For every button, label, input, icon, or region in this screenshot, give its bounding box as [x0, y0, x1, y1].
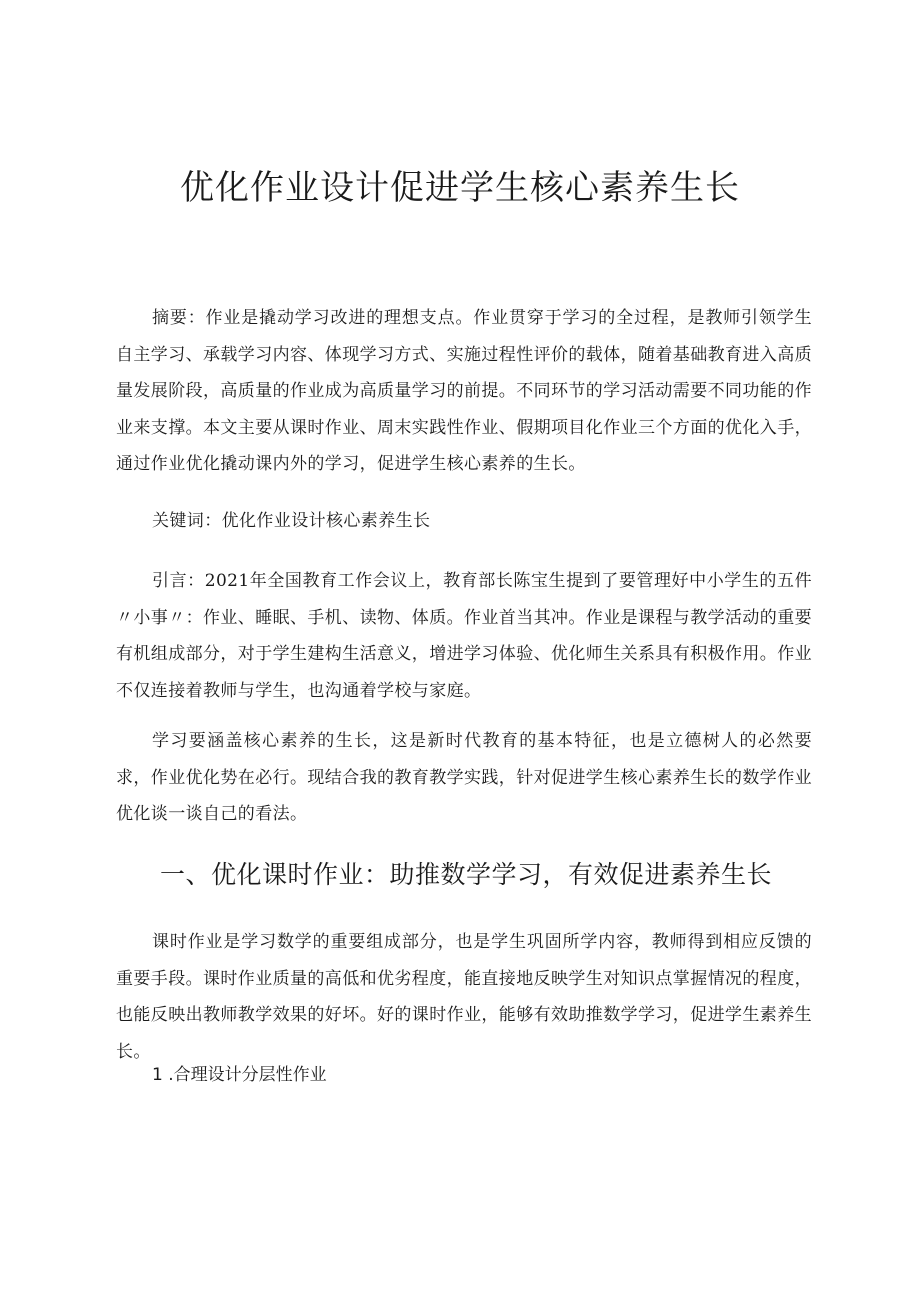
literacy-paragraph: 学习要涵盖核心素养的生长，这是新时代教育的基本特征，也是立德树人的必然要求，作业优化势在必行。现结合我的教育教学实践，针对促进学生核心素养生长的数学作业优化谈一谈自己的看法。 — [116, 731, 812, 824]
section-paragraph: 课时作业是学习数学的重要组成部分，也是学生巩固所学内容，教师得到相应反馈的重要手段。课时作业质量的高低和优劣程度，能直接地反映学生对知识点掌握情况的程度，也能反映出教师教学效果的好坏。好的课时作业，能够有效助推数学学习，促进学生素养生长。 — [116, 932, 812, 1062]
section-heading: 一、优化课时作业：助推数学学习，有效促进素养生长 — [160, 860, 773, 889]
intro-paragraph: 引言：2021年全国教育工作会议上，教育部长陈宝生提到了要管理好中小学生的五件〃小事〃：作业、睡眠、手机、读物、体质。作业首当其冲。作业是课程与教学活动的重要有机组成部分，对于学生建构生活意义，增进学习体验、优化师生关系具有积极作用。作业不仅连接着教师与学生，也沟通着学校与家庭。 — [116, 571, 812, 701]
subsection-heading: 1 .合理设计分层性作业 — [152, 1065, 327, 1085]
document-title: 优化作业设计促进学生核心素养生长 — [180, 168, 740, 208]
abstract-paragraph: 摘要：作业是撬动学习改进的理想支点。作业贯穿于学习的全过程，是教师引领学生自主学习、承载学习内容、体现学习方式、实施过程性评价的载体，随着基础教育进入高质量发展阶段，高质量的作业成为高质量学习的前提。不同环节的学习活动需要不同功能的作业来支撑。本文主要从课时作业、周末实践性作业、假期项目化作业三个方面的优化入手，通过作业优化撬动课内外的学习，促进学生核心素养的生长。 — [116, 308, 812, 474]
keywords-paragraph: 关键词：优化作业设计核心素养生长 — [152, 511, 431, 531]
